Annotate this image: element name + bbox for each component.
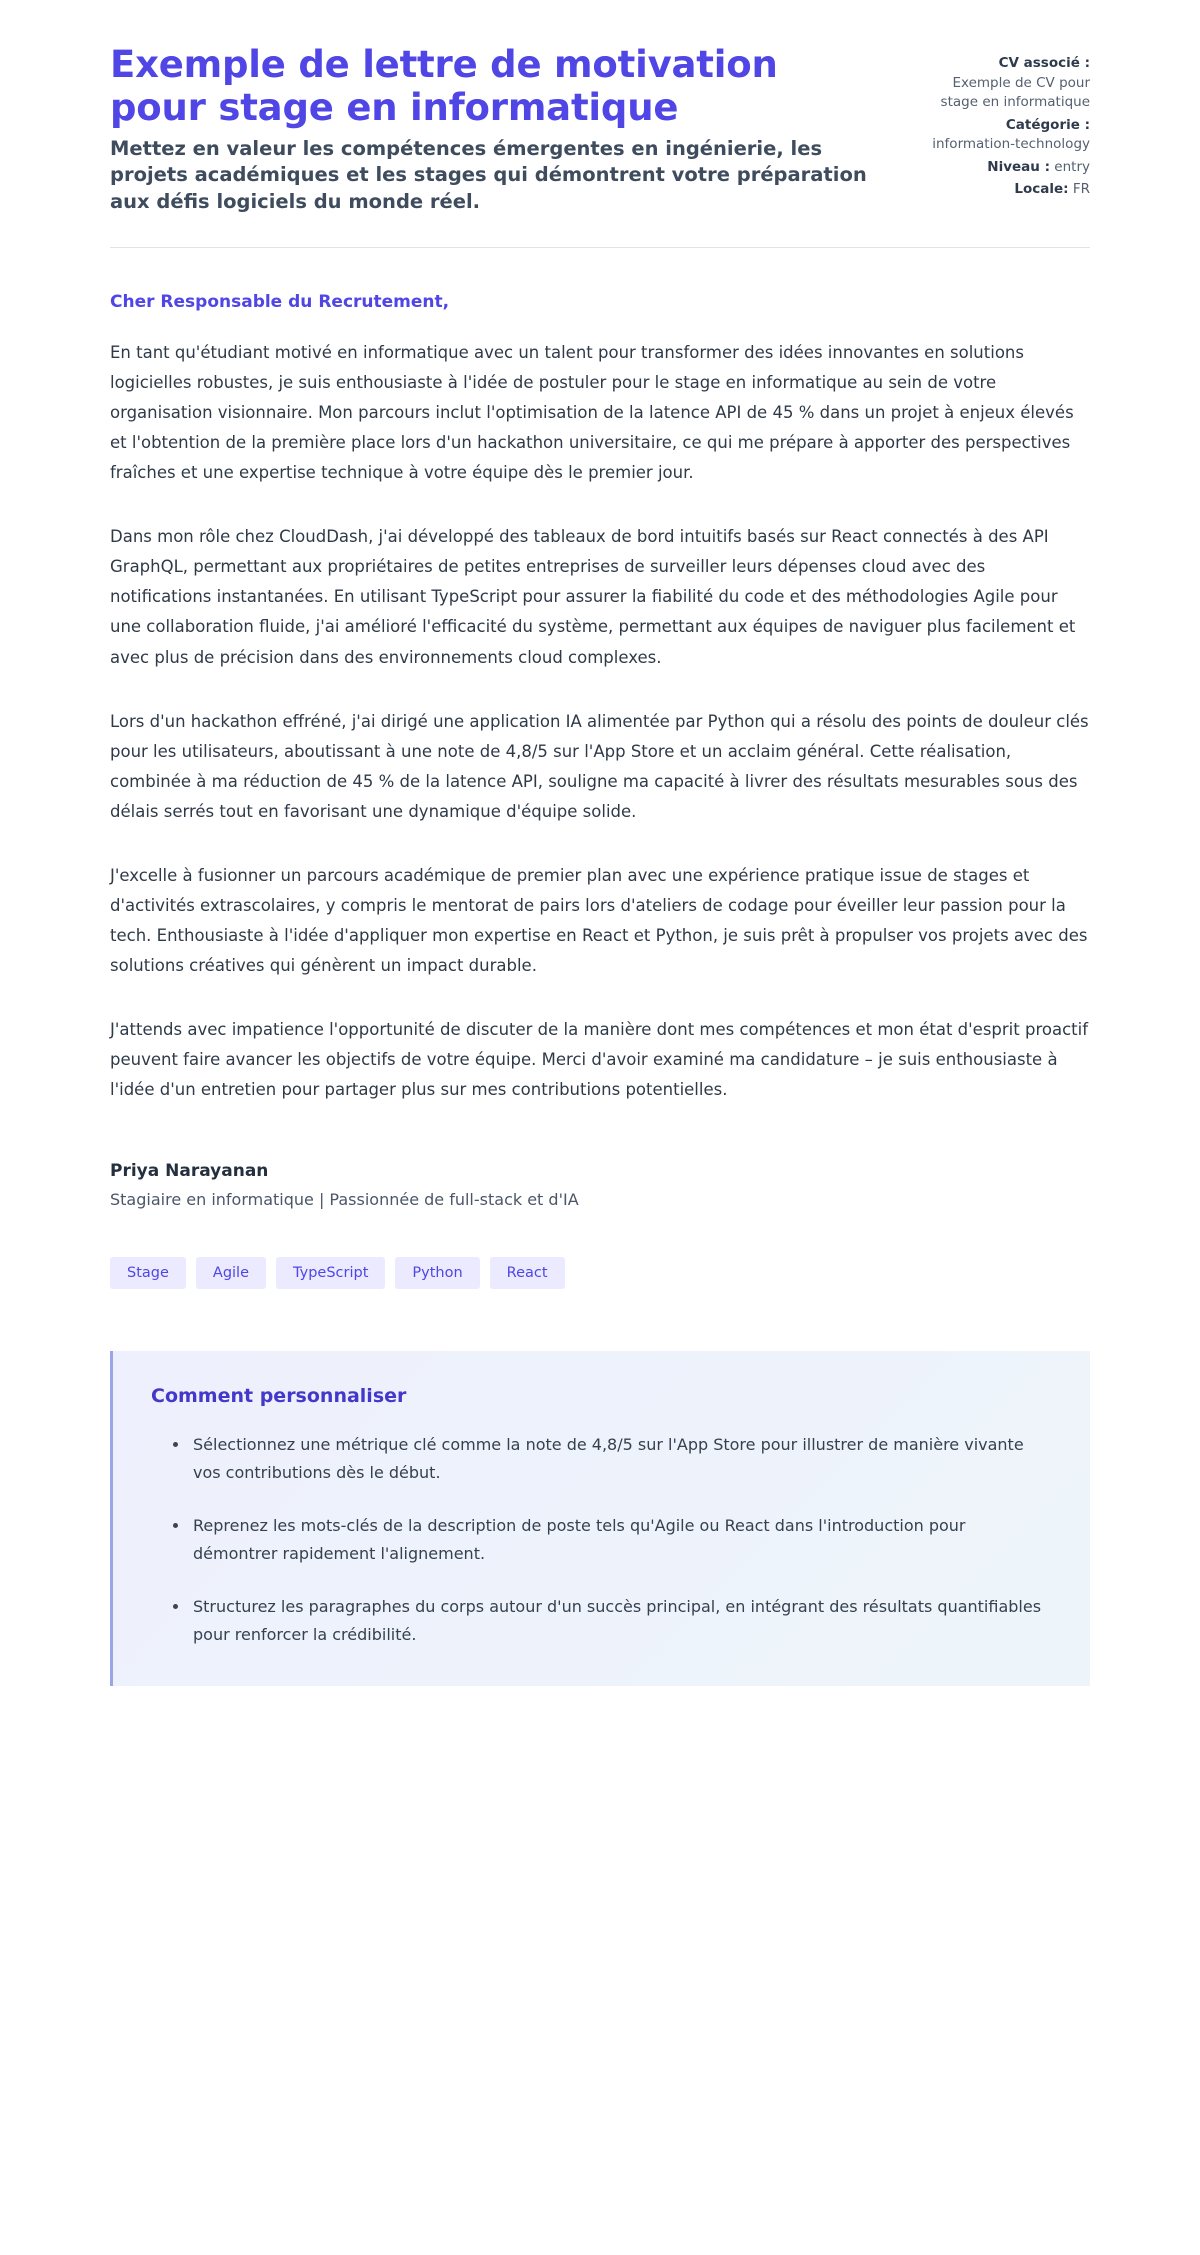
meta-associated-cv (922, 54, 1090, 113)
tip-list-item: Structurez les paragraphes du corps autour d'un succès principal, en intégrant des résultats quantifiables pour renforcer la crédibilité. (173, 1593, 1050, 1650)
letter-paragraph: En tant qu'étudiant motivé en informatique avec un talent pour transformer des idées innovantes en solutions logicielles robustes, je suis enthousiaste à l'idée de postuler pour le stage en informatique au sein de votre organisation visionnaire. Mon parcours inclut l'optimisation de la latence API de 45 % dans un projet à enjeux élevés et l'obtention de la première place lors d'un hackathon universitaire, ce qui me prépare à apporter des perspectives fraîches et une expertise technique à votre équipe dès le premier jour. (110, 343, 1074, 483)
tip-list-item: Reprenez les mots-clés de la description de poste tels qu'Agile ou React dans l'introduction pour démontrer rapidement l'alignement. (173, 1512, 1050, 1569)
tag-chip[interactable]: TypeScript (276, 1257, 385, 1289)
meta-level-label: Niveau : (987, 158, 1050, 175)
meta-level (922, 158, 1090, 178)
meta-associated-cv-value: Exemple de CV pour stage en informatique (940, 74, 1090, 111)
meta-locale (922, 180, 1090, 200)
meta-category-value: information-technology (932, 136, 1090, 153)
letter-paragraph: J'attends avec impatience l'opportunité de discuter de la manière dont mes compétences et mon état d'esprit proactif peuvent faire avancer les objectifs de votre équipe. Merci d'avoir examiné ma candidature – je suis enthousiaste à l'idée d'un entretien pour partager plus sur mes contributions potentielles. (110, 1019, 1089, 1099)
tag-list (110, 1257, 1090, 1289)
meta-level-value: entry (1054, 158, 1090, 175)
letter-paragraph: Dans mon rôle chez CloudDash, j'ai développé des tableaux de bord intuitifs basés sur React connectés à des API GraphQL, permettant aux propriétaires de petites entreprises de surveiller leurs dépenses cloud avec des notifications instantanées. En utilisant TypeScript pour assurer la fiabilité du code et des méthodologies Agile pour une collaboration fluide, j'ai amélioré l'efficacité du système, permettant aux équipes de naviguer plus facilement et avec plus de précision dans des environnements cloud complexes. (110, 527, 1076, 667)
tag-chip[interactable]: Stage (110, 1257, 186, 1289)
cover-letter-body (110, 248, 1090, 1208)
letter-salutation: Cher Responsable du Recrutement, (110, 292, 450, 313)
signature-name: Priya Narayanan (110, 1160, 269, 1181)
meta-category (922, 116, 1090, 155)
customization-tips-box (110, 1351, 1090, 1686)
signature-role: Stagiaire en informatique | Passionnée de full-stack et d'IA (110, 1189, 579, 1209)
document-metadata (922, 44, 1090, 203)
header-text-block (110, 44, 870, 215)
meta-locale-value: FR (1072, 181, 1090, 198)
letter-paragraph: J'excelle à fusionner un parcours académique de premier plan avec une expérience pratique issue de stages et d'activités extrascolaires, y compris le mentorat de pairs lors d'ateliers de codage pour éveiller leur passion pour la tech. Enthousiaste à l'idée d'appliquer mon expertise en React et Python, je suis prêt à propulser vos projets avec des solutions créatives qui génèrent un impact durable. (110, 865, 1088, 975)
document-header (110, 44, 1090, 215)
page-subtitle: Mettez en valeur les compétences émergentes en ingénierie, les projets académiques et les stages qui démontrent votre préparation aux défis logiciels du monde réel. (110, 136, 867, 213)
page-title: Exemple de lettre de motivation pour stage en informatique (110, 43, 778, 129)
meta-associated-cv-label: CV associé : (998, 55, 1090, 71)
tag-chip[interactable]: React (490, 1257, 565, 1289)
meta-category-label: Catégorie : (1005, 116, 1090, 133)
letter-signature (110, 1161, 1090, 1209)
tips-list (151, 1431, 1050, 1650)
letter-paragraph: Lors d'un hackathon effréné, j'ai dirigé une application IA alimentée par Python qui a résolu des points de douleur clés pour les utilisateurs, aboutissant à une note de 4,8/5 sur l'App Store et un acclaim général. Cette réalisation, combinée à ma réduction de 45 % de la latence API, souligne ma capacité à livrer des résultats mesurables sous des délais serrés tout en favorisant une dynamique d'équipe solide. (110, 711, 1089, 821)
tag-chip[interactable]: Python (395, 1257, 479, 1289)
meta-locale-label: Locale: (1014, 181, 1069, 198)
tag-chip[interactable]: Agile (196, 1257, 266, 1289)
tips-title: Comment personnaliser (151, 1384, 407, 1407)
tip-list-item: Sélectionnez une métrique clé comme la note de 4,8/5 sur l'App Store pour illustrer de manière vivante vos contributions dès le début. (173, 1431, 1050, 1488)
